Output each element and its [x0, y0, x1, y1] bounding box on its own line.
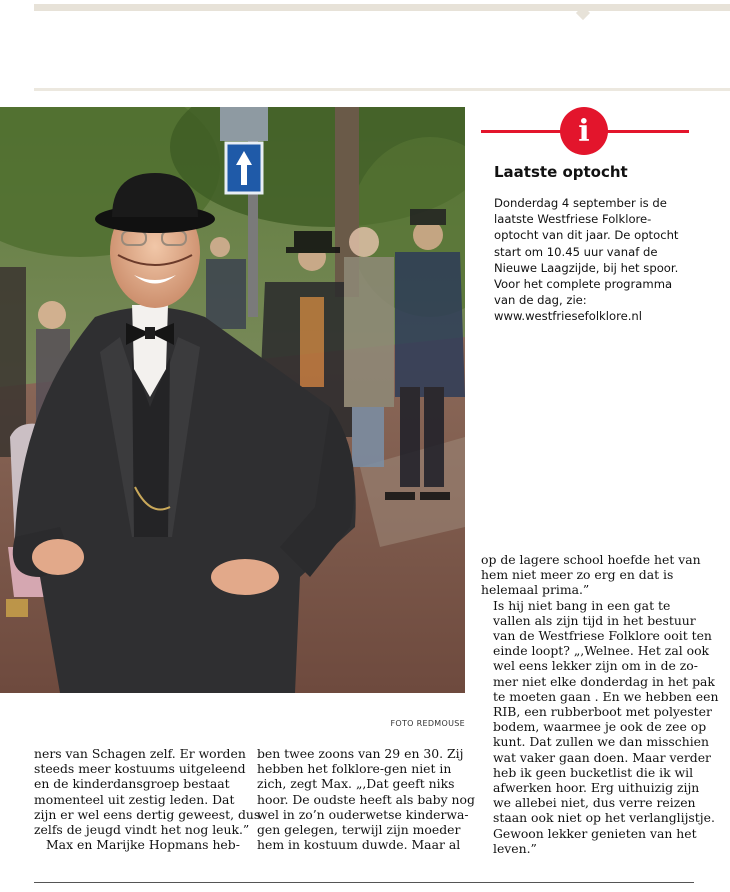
text-line: kunt. Dat zullen we dan misschien: [493, 734, 709, 750]
article-column-3: [481, 552, 719, 856]
text-line: we allebei niet, dus verre reizen: [493, 795, 696, 811]
text-line: afwerken hoor. Erg uithuizig zijn: [493, 780, 700, 796]
text-line: Is hij niet bang in een gat te: [493, 597, 671, 613]
text-line: RIB, een rubberboot met polyester: [493, 704, 712, 720]
text-line: ners van Schagen zelf. Er worden: [34, 746, 246, 761]
top-decorative-bar: [34, 4, 730, 11]
text-line: einde loopt? „,Welnee. Het zal ook: [493, 643, 710, 659]
text-line: van de Westfriese Folklore ooit ten: [493, 628, 712, 644]
text-line: leven.”: [493, 840, 537, 856]
paragraph: [34, 837, 250, 852]
text-line: gen gelegen, terwijl zijn moeder: [257, 822, 461, 838]
text-line: Max en Marijke Hopmans heb-: [46, 837, 240, 853]
text-line: Gewoon lekker genieten van het: [493, 825, 697, 841]
text-line: momenteel uit zestig leden. Dat: [34, 791, 235, 807]
text-line: hoor. De oudste heeft als baby nog: [257, 791, 475, 807]
text-line: te moeten gaan . En we hebben een: [493, 688, 719, 704]
header-divider: [34, 88, 730, 91]
info-icon-glyph: i: [578, 113, 590, 149]
article-column-2: [257, 746, 473, 852]
info-rule-right: [604, 130, 689, 133]
text-line: hem in kostuum duwde. Maar al: [257, 837, 461, 853]
text-line: hem niet meer zo erg en dat is: [481, 567, 674, 583]
text-line: mer niet elke donderdag in het pak: [493, 673, 715, 689]
photo-credit: FOTO REDMOUSE: [390, 719, 465, 728]
text-line: vallen als zijn tijd in het bestuur: [493, 612, 696, 628]
info-icon: [560, 107, 608, 155]
text-line: zich, zegt Max. „,Dat geeft niks: [257, 776, 455, 792]
text-line: wel eens lekker zijn om in de zo-: [493, 658, 698, 674]
photo-illustration: [0, 107, 465, 693]
text-line: en de kinderdansgroep bestaat: [34, 776, 230, 792]
text-line: staan ook niet op het verlanglijstje.: [493, 810, 715, 826]
text-line: zijn er wel eens dertig geweest, dus: [34, 806, 261, 822]
paragraph: [481, 552, 701, 598]
infobox-body: Donderdag 4 september is de laatste Westfriese Folklore-optocht van dit jaar. De optocht start om 10.45 uur vanaf de Nieuwe Laagzijde, bij het spoor. Voor het complete programma van de dag, zie: www.westfriesefolklore.nl: [494, 196, 679, 324]
paragraph: [34, 746, 261, 838]
text-line: wat vaker gaan doen. Maar verder: [493, 749, 711, 765]
text-line: heb ik geen bucketlist die ik wil: [493, 764, 694, 780]
article-column-1: [34, 746, 261, 853]
text-line: op de lagere school hoefde het van: [481, 552, 701, 567]
text-line: wel in zo’n ouderwetse kinderwa-: [257, 806, 469, 822]
infobox-title: Laatste optocht: [494, 163, 628, 181]
article-photo: [0, 107, 465, 693]
footer-divider: [34, 882, 694, 883]
text-line: hebben het folklore-gen niet in: [257, 761, 452, 777]
paragraph: [257, 746, 473, 852]
text-line: steeds meer kostuums uitgeleend: [34, 761, 246, 777]
text-line: zelfs de jeugd vindt het nog leuk.”: [34, 822, 250, 838]
text-line: helemaal prima.”: [481, 582, 590, 598]
text-line: bodem, waarmee je ook de zee op: [493, 719, 707, 735]
text-line: ben twee zoons van 29 en 30. Zij: [257, 746, 464, 761]
paragraph: [481, 597, 719, 856]
info-rule-left: [481, 130, 565, 133]
